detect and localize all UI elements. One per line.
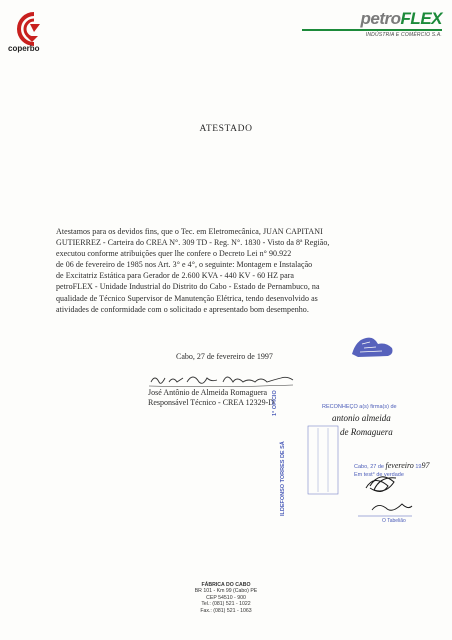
coperbo-name: coperbo <box>8 44 40 53</box>
body-line: executou conforme atribuições quer lhe confere o Decreto Lei n° 90.922 <box>56 249 292 259</box>
signer-name: José Antônio de Almeida Romaguera <box>148 388 268 397</box>
petroflex-underline <box>302 29 442 31</box>
signer-role: Responsável Técnico - CREA 12329-D <box>148 398 275 407</box>
thumb-stamp <box>348 334 396 360</box>
notary-stamp <box>262 390 440 524</box>
notary-truth-label: Em test° de verdade <box>354 472 404 478</box>
handwritten-month: fevereiro <box>385 461 414 470</box>
petroflex-wordmark <box>302 10 442 28</box>
body-line: de Excitatriz Estática para Gerador de 2.600 KVA - 440 KV - 60 HZ para <box>56 271 295 281</box>
body-line: qualidade de Técnico Supervisor de Manutenção Elétrica, tendo desenvolvido as <box>56 293 318 303</box>
footer-address: BR 101 - Km 99 (Cabo) PE <box>194 588 258 595</box>
petroflex-suffix: FLEX <box>400 9 442 28</box>
notary-recognition-line: RECONHEÇO a(s) firma(s) de <box>322 404 397 410</box>
notary-date-line <box>354 461 429 470</box>
handwritten-year: 97 <box>421 461 430 470</box>
body-line: atividades de conformidade com o solicitado e apresentado bom desempenho. <box>56 304 309 314</box>
handwritten-name-1: antonio almeida <box>332 413 391 423</box>
body-line: de 06 de fevereiro de 1985 nos Art. 3° e 4°, o seguinte: Montagem e Instalação <box>56 260 313 270</box>
thumb-stamp-icon <box>348 334 396 360</box>
body-line: Atestamos para os devidos fins, que o Tec. em Eletromecânica, JUAN CAPITANI <box>56 227 323 236</box>
footer-unit: FÁBRICA DO CABO <box>201 582 251 588</box>
footer-fax: Fax.: (081) 521 - 1063 <box>200 607 252 614</box>
page-footer <box>0 582 452 614</box>
signature <box>147 368 297 390</box>
handwritten-name-2: de Romaguera <box>340 427 393 437</box>
notary-year-prefix: 19 <box>415 464 422 470</box>
notary-office-name: 1° OFÍCIO <box>272 390 278 416</box>
petroflex-subtitle: INDÚSTRIA E COMÉRCIO S.A. <box>365 32 442 38</box>
document-title: ATESTADO <box>199 124 253 134</box>
body-line: GUTIERREZ - Carteira do CREA N°. 309 TD - Reg. N°. 1830 - Visto da 8ª Região, <box>56 238 330 248</box>
footer-cep: CEP 54510 - 900 <box>206 594 246 601</box>
coperbo-emblem-icon <box>6 10 62 48</box>
notary-date-prefix: Cabo, 27 de <box>354 464 384 470</box>
petroflex-logo <box>302 10 442 38</box>
place-date: Cabo, 27 de fevereiro de 1997 <box>176 352 273 361</box>
notary-text <box>262 390 440 524</box>
footer-tel: Tel.: (081) 521 - 1022 <box>201 601 251 608</box>
notary-tabeliao: O Tabelião <box>382 518 406 524</box>
notary-name: ILDEFONSO TORRES DE SÁ <box>280 441 286 516</box>
body-line: petroFLEX - Unidade Industrial do Distrito do Cabo - Estado de Pernambuco, na <box>56 282 320 292</box>
handwritten-signature-icon <box>147 368 297 390</box>
document-body <box>56 226 396 315</box>
petroflex-prefix: petro <box>360 9 401 28</box>
